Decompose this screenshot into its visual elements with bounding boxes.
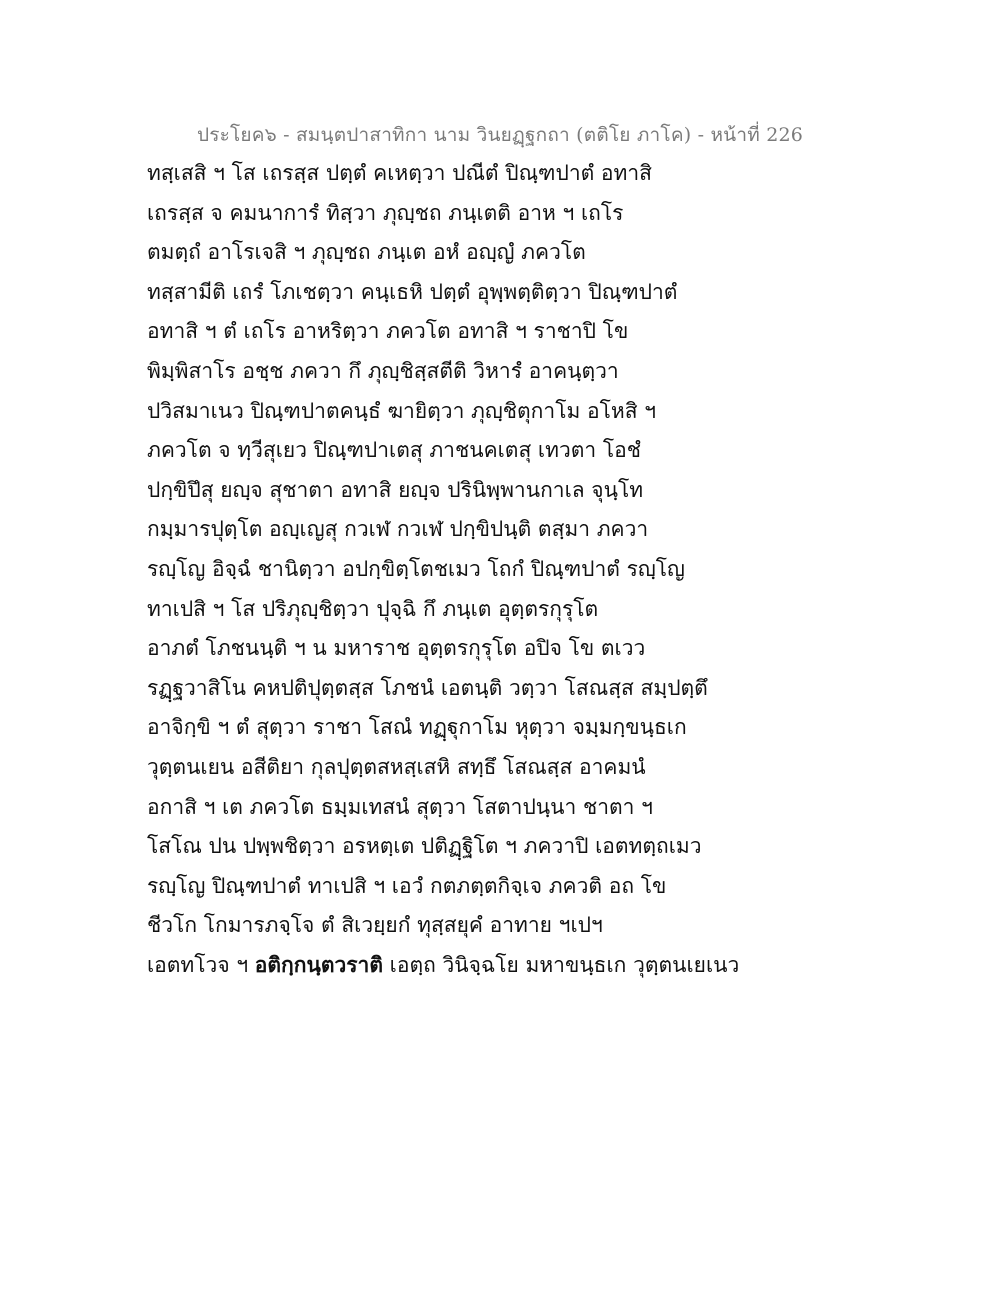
body-text — [147, 156, 867, 987]
text-line-13: อาภตํ โภชนนฺติ ฯ น มหาราช อุตฺตรกุรุโต อปิจ โข ตเวว — [147, 636, 646, 661]
bold-term: อติกฺกนฺตวราติ — [254, 951, 383, 977]
text-line-18: โสโณ ปน ปพฺพชิตฺวา อรหตฺเต ปติฏฺฐิโต ฯ ภควาปิ เอตทตฺถเมว — [147, 834, 702, 859]
text-line-9: ปกฺขิปึสุ ยญฺจ สุชาตา อทาสิ ยญฺจ ปรินิพฺพานกาเล จุนฺโท — [147, 477, 644, 502]
text-line-2: เถรสฺส จ คมนาการํ ทิสฺวา ภุญฺชถ ภนฺเตติ อาห ฯ เถโร — [147, 200, 624, 225]
text-line-8: ภควโต จ ทฺวีสุเยว ปิณฺฑปาเตสุ ภาชนคเตสุ เทวตา โอชํ — [147, 438, 641, 463]
text-line-3: ตมตฺถํ อาโรเจสิ ฯ ภุญฺชถ ภนฺเต อหํ อญฺญํ ภควโต — [147, 240, 586, 265]
text-line-14: รฏฺฐวาสิโน คหปติปุตฺตสฺส โภชนํ เอตนฺติ วตฺวา โสณสฺส สมฺปตฺตึ — [147, 675, 708, 700]
line-prefix: เอตทโวจ ฯ — [147, 952, 255, 977]
text-line-5: อทาสิ ฯ ตํ เถโร อาหริตฺวา ภควโต อทาสิ ฯ ราชาปิ โข — [147, 319, 629, 344]
text-line-16: วุตฺตนเยน อสีติยา กุลปุตฺตสหสฺเสหิ สทฺธึ โสณสฺส อาคมนํ — [147, 754, 646, 779]
text-line-7: ปวิสมาเนว ปิณฺฑปาตคนฺธํ ฆายิตฺวา ภุญฺชิตุกาโม อโหสิ ฯ — [147, 398, 657, 423]
text-line-1: ทสฺเสสิ ฯ โส เถรสฺส ปตฺตํ คเหตฺวา ปณีตํ ปิณฺฑปาตํ อทาสิ — [147, 161, 652, 185]
text-line-4: ทสฺสามีติ เถรํ โภเชตฺวา คนฺเธหิ ปตฺตํ อุพฺพตฺติตฺวา ปิณฺฑปาตํ — [147, 279, 678, 304]
text-line-11: รญฺโญ อิจฺฉํ ชานิตฺวา อปกฺขิตฺโตชเมว โถกํ ปิณฺฑปาตํ รญฺโญ — [147, 556, 685, 581]
running-header: ประโยค๖ - สมนฺตปาสาทิกา นาม วินยฏฺฐกถา (ตติโย ภาโค) - หน้าที่ 226 — [196, 124, 804, 146]
line-suffix: เอตฺถ วินิจฺฉโย มหาขนฺธเก วุตฺตนเยเนว — [382, 952, 740, 977]
text-line-12: ทาเปสิ ฯ โส ปริภุญฺชิตฺวา ปุจฺฉิ กึ ภนฺเต อุตฺตรกุรุโต — [147, 596, 599, 621]
text-line-19: รญฺโญ ปิณฺฑปาตํ ทาเปสิ ฯ เอวํ กตภตฺตกิจฺเจ ภควติ อถ โข — [147, 873, 667, 898]
text-line-15: อาจิกฺขิ ฯ ตํ สุตฺวา ราชา โสณํ ทฏฺฐุกาโม หุตฺวา จมฺมกฺขนฺธเก — [147, 715, 687, 740]
text-line-20: ชีวโก โกมารภจฺโจ ตํ สิเวยฺยกํ ทุสฺสยุคํ อาทาย ฯเปฯ — [147, 913, 603, 938]
text-line-21 — [147, 948, 867, 988]
text-line-6: พิมฺพิสาโร อชฺช ภควา กึ ภุญฺชิสฺสตีติ วิหารํ อาคนฺตฺวา — [147, 358, 619, 383]
text-line-10: กมฺมารปุตฺโต อญฺเญสุ กวเฬ กวเฬ ปกฺขิปนฺติ ตสฺมา ภควา — [147, 517, 649, 542]
text-line-17: อกาสิ ฯ เต ภควโต ธมฺมเทสนํ สุตฺวา โสตาปนฺนา ชาตา ฯ — [147, 794, 653, 819]
